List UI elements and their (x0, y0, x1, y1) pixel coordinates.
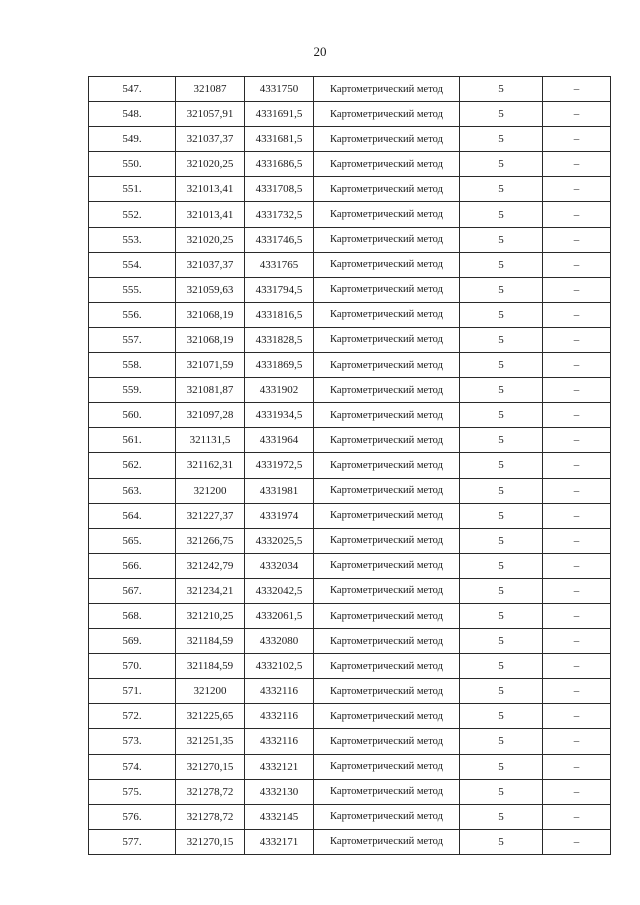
point-number-cell: 551. (89, 177, 176, 202)
note-cell: – (543, 478, 611, 503)
method-cell: Картометрический метод (314, 829, 460, 854)
x-coordinate-cell: 321087 (176, 77, 245, 102)
y-coordinate-cell: 4331816,5 (245, 302, 314, 327)
note-cell: – (543, 679, 611, 704)
x-coordinate-cell: 321068,19 (176, 302, 245, 327)
accuracy-cell: 5 (460, 553, 543, 578)
accuracy-cell: 5 (460, 152, 543, 177)
table-row (89, 353, 611, 378)
table-row (89, 227, 611, 252)
method-cell: Картометрический метод (314, 177, 460, 202)
method-cell: Картометрический метод (314, 227, 460, 252)
x-coordinate-cell: 321184,59 (176, 654, 245, 679)
method-cell: Картометрический метод (314, 453, 460, 478)
table-row (89, 302, 611, 327)
table-row (89, 77, 611, 102)
x-coordinate-cell: 321225,65 (176, 704, 245, 729)
x-coordinate-cell: 321071,59 (176, 353, 245, 378)
point-number-cell: 573. (89, 729, 176, 754)
accuracy-cell: 5 (460, 804, 543, 829)
y-coordinate-cell: 4331869,5 (245, 353, 314, 378)
x-coordinate-cell: 321251,35 (176, 729, 245, 754)
accuracy-cell: 5 (460, 729, 543, 754)
x-coordinate-cell: 321037,37 (176, 252, 245, 277)
method-cell: Картометрический метод (314, 603, 460, 628)
method-cell: Картометрический метод (314, 378, 460, 403)
accuracy-cell: 5 (460, 629, 543, 654)
table-row (89, 629, 611, 654)
table-row (89, 252, 611, 277)
table-row (89, 654, 611, 679)
y-coordinate-cell: 4332080 (245, 629, 314, 654)
method-cell: Картометрический метод (314, 302, 460, 327)
note-cell: – (543, 152, 611, 177)
point-number-cell: 553. (89, 227, 176, 252)
method-cell: Картометрический метод (314, 679, 460, 704)
method-cell: Картометрический метод (314, 754, 460, 779)
note-cell: – (543, 829, 611, 854)
note-cell: – (543, 503, 611, 528)
table-row (89, 679, 611, 704)
point-number-cell: 562. (89, 453, 176, 478)
table-row (89, 754, 611, 779)
accuracy-cell: 5 (460, 353, 543, 378)
accuracy-cell: 5 (460, 177, 543, 202)
accuracy-cell: 5 (460, 277, 543, 302)
x-coordinate-cell: 321081,87 (176, 378, 245, 403)
table-row (89, 704, 611, 729)
x-coordinate-cell: 321266,75 (176, 528, 245, 553)
y-coordinate-cell: 4331828,5 (245, 327, 314, 352)
table-row (89, 152, 611, 177)
x-coordinate-cell: 321020,25 (176, 227, 245, 252)
method-cell: Картометрический метод (314, 629, 460, 654)
table-row (89, 503, 611, 528)
point-number-cell: 549. (89, 127, 176, 152)
table-row (89, 729, 611, 754)
note-cell: – (543, 553, 611, 578)
point-number-cell: 575. (89, 779, 176, 804)
note-cell: – (543, 177, 611, 202)
accuracy-cell: 5 (460, 503, 543, 528)
table-row (89, 202, 611, 227)
y-coordinate-cell: 4331686,5 (245, 152, 314, 177)
x-coordinate-cell: 321184,59 (176, 629, 245, 654)
x-coordinate-cell: 321200 (176, 478, 245, 503)
method-cell: Картометрический метод (314, 804, 460, 829)
method-cell: Картометрический метод (314, 152, 460, 177)
accuracy-cell: 5 (460, 227, 543, 252)
y-coordinate-cell: 4332121 (245, 754, 314, 779)
method-cell: Картометрический метод (314, 779, 460, 804)
y-coordinate-cell: 4331732,5 (245, 202, 314, 227)
accuracy-cell: 5 (460, 102, 543, 127)
x-coordinate-cell: 321162,31 (176, 453, 245, 478)
accuracy-cell: 5 (460, 428, 543, 453)
point-number-cell: 566. (89, 553, 176, 578)
note-cell: – (543, 202, 611, 227)
y-coordinate-cell: 4331681,5 (245, 127, 314, 152)
x-coordinate-cell: 321068,19 (176, 327, 245, 352)
y-coordinate-cell: 4332130 (245, 779, 314, 804)
point-number-cell: 564. (89, 503, 176, 528)
x-coordinate-cell: 321013,41 (176, 202, 245, 227)
note-cell: – (543, 227, 611, 252)
method-cell: Картометрический метод (314, 553, 460, 578)
note-cell: – (543, 353, 611, 378)
y-coordinate-cell: 4331691,5 (245, 102, 314, 127)
point-number-cell: 563. (89, 478, 176, 503)
x-coordinate-cell: 321270,15 (176, 829, 245, 854)
note-cell: – (543, 754, 611, 779)
table-row (89, 403, 611, 428)
point-number-cell: 556. (89, 302, 176, 327)
y-coordinate-cell: 4332116 (245, 704, 314, 729)
method-cell: Картометрический метод (314, 704, 460, 729)
table-row (89, 603, 611, 628)
method-cell: Картометрический метод (314, 353, 460, 378)
x-coordinate-cell: 321227,37 (176, 503, 245, 528)
method-cell: Картометрический метод (314, 528, 460, 553)
table-row (89, 453, 611, 478)
x-coordinate-cell: 321131,5 (176, 428, 245, 453)
method-cell: Картометрический метод (314, 578, 460, 603)
accuracy-cell: 5 (460, 603, 543, 628)
method-cell: Картометрический метод (314, 403, 460, 428)
x-coordinate-cell: 321057,91 (176, 102, 245, 127)
x-coordinate-cell: 321097,28 (176, 403, 245, 428)
table-row (89, 428, 611, 453)
table-row (89, 327, 611, 352)
x-coordinate-cell: 321270,15 (176, 754, 245, 779)
method-cell: Картометрический метод (314, 277, 460, 302)
y-coordinate-cell: 4331964 (245, 428, 314, 453)
y-coordinate-cell: 4332034 (245, 553, 314, 578)
x-coordinate-cell: 321278,72 (176, 804, 245, 829)
note-cell: – (543, 654, 611, 679)
y-coordinate-cell: 4332145 (245, 804, 314, 829)
point-number-cell: 568. (89, 603, 176, 628)
method-cell: Картометрический метод (314, 729, 460, 754)
accuracy-cell: 5 (460, 202, 543, 227)
point-number-cell: 565. (89, 528, 176, 553)
y-coordinate-cell: 4332102,5 (245, 654, 314, 679)
point-number-cell: 561. (89, 428, 176, 453)
y-coordinate-cell: 4332116 (245, 679, 314, 704)
point-number-cell: 571. (89, 679, 176, 704)
method-cell: Картометрический метод (314, 327, 460, 352)
accuracy-cell: 5 (460, 679, 543, 704)
note-cell: – (543, 704, 611, 729)
table-row (89, 779, 611, 804)
point-number-cell: 552. (89, 202, 176, 227)
note-cell: – (543, 252, 611, 277)
y-coordinate-cell: 4331794,5 (245, 277, 314, 302)
method-cell: Картометрический метод (314, 503, 460, 528)
table-row (89, 829, 611, 854)
note-cell: – (543, 779, 611, 804)
table-row (89, 478, 611, 503)
accuracy-cell: 5 (460, 327, 543, 352)
accuracy-cell: 5 (460, 829, 543, 854)
y-coordinate-cell: 4331708,5 (245, 177, 314, 202)
table-row (89, 127, 611, 152)
point-number-cell: 554. (89, 252, 176, 277)
method-cell: Картометрический метод (314, 428, 460, 453)
accuracy-cell: 5 (460, 77, 543, 102)
y-coordinate-cell: 4331750 (245, 77, 314, 102)
point-number-cell: 550. (89, 152, 176, 177)
note-cell: – (543, 327, 611, 352)
note-cell: – (543, 729, 611, 754)
point-number-cell: 569. (89, 629, 176, 654)
accuracy-cell: 5 (460, 302, 543, 327)
coordinates-table (88, 76, 611, 855)
table-row (89, 804, 611, 829)
method-cell: Картометрический метод (314, 654, 460, 679)
note-cell: – (543, 629, 611, 654)
note-cell: – (543, 77, 611, 102)
accuracy-cell: 5 (460, 754, 543, 779)
note-cell: – (543, 102, 611, 127)
note-cell: – (543, 804, 611, 829)
note-cell: – (543, 127, 611, 152)
accuracy-cell: 5 (460, 403, 543, 428)
table-row (89, 102, 611, 127)
x-coordinate-cell: 321278,72 (176, 779, 245, 804)
point-number-cell: 567. (89, 578, 176, 603)
point-number-cell: 572. (89, 704, 176, 729)
note-cell: – (543, 428, 611, 453)
accuracy-cell: 5 (460, 779, 543, 804)
x-coordinate-cell: 321234,21 (176, 578, 245, 603)
x-coordinate-cell: 321059,63 (176, 277, 245, 302)
accuracy-cell: 5 (460, 528, 543, 553)
y-coordinate-cell: 4331902 (245, 378, 314, 403)
table-row (89, 277, 611, 302)
x-coordinate-cell: 321020,25 (176, 152, 245, 177)
note-cell: – (543, 302, 611, 327)
x-coordinate-cell: 321013,41 (176, 177, 245, 202)
accuracy-cell: 5 (460, 127, 543, 152)
accuracy-cell: 5 (460, 654, 543, 679)
y-coordinate-cell: 4331765 (245, 252, 314, 277)
x-coordinate-cell: 321242,79 (176, 553, 245, 578)
point-number-cell: 559. (89, 378, 176, 403)
x-coordinate-cell: 321200 (176, 679, 245, 704)
accuracy-cell: 5 (460, 578, 543, 603)
y-coordinate-cell: 4332171 (245, 829, 314, 854)
table-row (89, 578, 611, 603)
y-coordinate-cell: 4332025,5 (245, 528, 314, 553)
point-number-cell: 557. (89, 327, 176, 352)
accuracy-cell: 5 (460, 252, 543, 277)
accuracy-cell: 5 (460, 704, 543, 729)
table-row (89, 528, 611, 553)
point-number-cell: 560. (89, 403, 176, 428)
accuracy-cell: 5 (460, 453, 543, 478)
point-number-cell: 574. (89, 754, 176, 779)
y-coordinate-cell: 4332061,5 (245, 603, 314, 628)
note-cell: – (543, 603, 611, 628)
x-coordinate-cell: 321037,37 (176, 127, 245, 152)
note-cell: – (543, 453, 611, 478)
point-number-cell: 577. (89, 829, 176, 854)
point-number-cell: 570. (89, 654, 176, 679)
method-cell: Картометрический метод (314, 202, 460, 227)
y-coordinate-cell: 4331974 (245, 503, 314, 528)
method-cell: Картометрический метод (314, 478, 460, 503)
note-cell: – (543, 528, 611, 553)
table-row (89, 177, 611, 202)
note-cell: – (543, 277, 611, 302)
point-number-cell: 555. (89, 277, 176, 302)
method-cell: Картометрический метод (314, 102, 460, 127)
accuracy-cell: 5 (460, 478, 543, 503)
method-cell: Картометрический метод (314, 127, 460, 152)
accuracy-cell: 5 (460, 378, 543, 403)
coordinates-table-body (89, 77, 611, 855)
note-cell: – (543, 378, 611, 403)
y-coordinate-cell: 4332042,5 (245, 578, 314, 603)
method-cell: Картометрический метод (314, 252, 460, 277)
page-number: 20 (313, 44, 327, 59)
y-coordinate-cell: 4331981 (245, 478, 314, 503)
point-number-cell: 558. (89, 353, 176, 378)
note-cell: – (543, 578, 611, 603)
y-coordinate-cell: 4331746,5 (245, 227, 314, 252)
y-coordinate-cell: 4331934,5 (245, 403, 314, 428)
x-coordinate-cell: 321210,25 (176, 603, 245, 628)
y-coordinate-cell: 4331972,5 (245, 453, 314, 478)
table-row (89, 378, 611, 403)
y-coordinate-cell: 4332116 (245, 729, 314, 754)
point-number-cell: 576. (89, 804, 176, 829)
note-cell: – (543, 403, 611, 428)
table-row (89, 553, 611, 578)
method-cell: Картометрический метод (314, 77, 460, 102)
point-number-cell: 547. (89, 77, 176, 102)
point-number-cell: 548. (89, 102, 176, 127)
